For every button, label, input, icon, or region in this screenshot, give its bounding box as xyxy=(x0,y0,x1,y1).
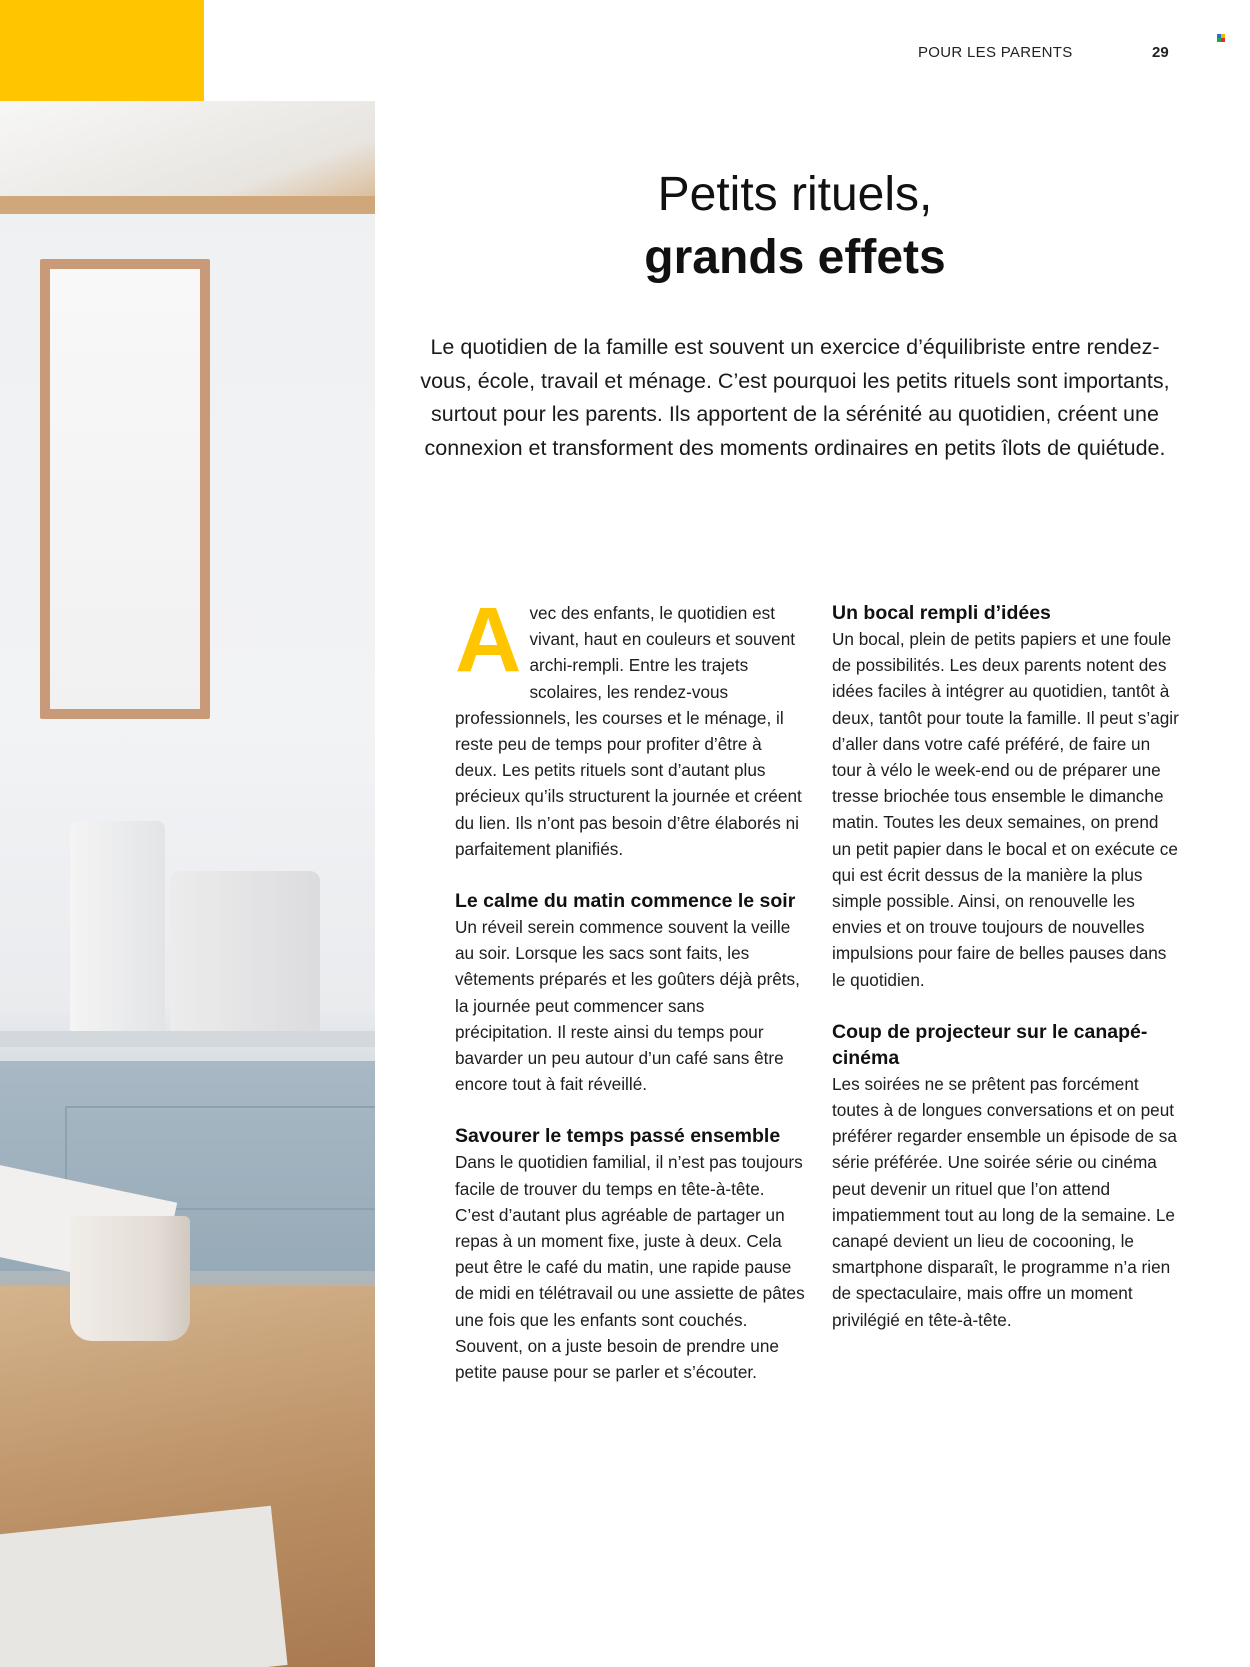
color-dots-icon xyxy=(1217,34,1225,42)
kitchen-photo xyxy=(0,101,375,1667)
photo-wood-beam xyxy=(0,196,375,214)
column-left xyxy=(455,589,805,1385)
intro-paragraph xyxy=(455,589,805,862)
section-label: POUR LES PARENTS xyxy=(918,44,1073,61)
section-heading: Savourer le temps passé ensemble xyxy=(455,1125,781,1148)
photo-window xyxy=(40,259,210,719)
lead-paragraph: Le quotidien de la famille est souvent un exercice d’équilibriste entre rendez-vous, école, travail et ménage. C’est pourquoi les petits rituels sont importants, surtout pour les parents. Ils apportent de la sérénité au quotidien, créent une connexion et transforment des moments ordinaires en petits îlots de quiétude. xyxy=(420,335,1170,460)
section-text: Les soirées ne se prêtent pas forcément toutes à de longues conversations et on peut préférer regarder ensemble un épisode de sa série préférée. Une soirée série ou cinéma peut devenir un rituel que l’on attend impatiemment tout au long de la semaine. Le canapé devient un lieu de cocooning, le smartphone disparaît, le programme n’a rien de spectaculaire, mais offre un moment privilégié en tête-à-tête. xyxy=(832,1073,1177,1330)
accent-block xyxy=(0,0,204,101)
photo-toaster xyxy=(170,871,320,1041)
section-heading: Coup de projecteur sur le canapé-cinéma xyxy=(832,1020,1148,1069)
section-text: Un bocal, plein de petits papiers et une foule de possibilités. Les deux parents notent des idées faciles à intégrer au quotidien, tantôt à deux, tantôt pour toute la famille. Il peut s’agir d’aller dans votre café préféré, de faire un tour à vélo le week-end ou de préparer une tresse briochée tous ensemble le dimanche matin. Toutes les deux semaines, on prend un petit papier dans le bocal et on exécute ce qui est écrit dessus de la manière la plus simple possible. Ainsi, on renouvelle les envies et on trouve toujours de nouvelles impulsions pour faire de belles pauses dans le quotidien. xyxy=(832,629,1179,990)
photo-mug xyxy=(70,1216,190,1341)
photo-papers xyxy=(0,1506,288,1667)
photo-ceiling xyxy=(0,101,375,211)
page-title-line1: Petits rituels, xyxy=(657,168,933,221)
intro-text: vec des enfants, le quotidien est vivant, haut en couleurs et souvent archi-rempli. Entre les trajets scolaires, les rendez-vous professionnels, les courses et le ménage, il reste peu de temps pour profiter d’être à deux. Les petits rituels sont d’autant plus précieux qu’ils structurent la journée et créent du lien. Ils n’ont pas besoin d’être élaborés ni parfaitement planifiés. xyxy=(455,603,802,859)
photo-appliance xyxy=(70,821,165,1041)
section-text: Dans le quotidien familial, il n’est pas toujours facile de trouver du temps en tête-à-tête. C’est d’autant plus agréable de partager un repas à un moment fixe, juste à deux. Cela peut être le café du matin, une rapide pause de midi en télétravail ou une assiette de pâtes une fois que les enfants sont couchés. Souvent, on a juste besoin de prendre une petite pause pour se parler et s’écouter. xyxy=(455,1152,805,1383)
column-right xyxy=(832,600,1182,1333)
section-heading: Un bocal rempli d’idées xyxy=(832,602,1051,624)
photo-counter xyxy=(0,1031,375,1047)
section-text: Un réveil serein commence souvent la veille au soir. Lorsque les sacs sont faits, les vêtements préparés et les goûters déjà prêts, la journée peut commencer sans précipitation. Il reste ainsi du temps pour bavarder un peu autour d’un café sans être encore tout à fait réveillé. xyxy=(455,917,800,1095)
page-title-line2: grands effets xyxy=(644,231,946,284)
dropcap: A xyxy=(455,589,522,691)
page-number: 29 xyxy=(1152,44,1169,61)
section-heading: Le calme du matin commence le soir xyxy=(455,890,796,913)
